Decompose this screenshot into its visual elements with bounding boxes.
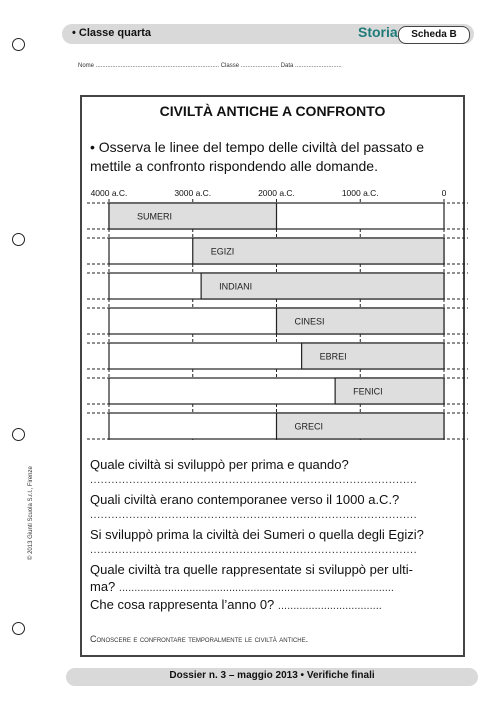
binder-hole-1 bbox=[12, 38, 25, 51]
question-5-text: Che cosa rappresenta l’anno 0? bbox=[90, 597, 275, 612]
answer-line-2[interactable]: ............................................................................................ bbox=[90, 509, 418, 521]
civilization-label: EBREI bbox=[319, 351, 347, 362]
footer-text: Dossier n. 3 – maggio 2013 • Verifiche finali bbox=[169, 670, 375, 681]
question-4: Quale civiltà tra quelle rappresentate si sviluppò per ulti- bbox=[90, 562, 414, 577]
civilization-label: INDIANI bbox=[219, 281, 253, 292]
student-fields: Nome .......................................................................... Classe ....................... Data ............................ bbox=[78, 63, 342, 69]
answer-line-3[interactable]: ............................................................................................ bbox=[90, 544, 418, 556]
axis-tick-label: 3000 a.C. bbox=[174, 188, 212, 198]
axis-tick-label: 1000 a.C. bbox=[341, 188, 379, 198]
page-title: CIVILTÀ ANTICHE A CONFRONTO bbox=[159, 103, 386, 119]
answer-line-1[interactable]: ............................................................................................ bbox=[90, 474, 418, 486]
learning-objective: Conoscere e confrontare temporalmente le civiltà antiche. bbox=[90, 634, 309, 644]
civilization-label: FENICI bbox=[353, 386, 383, 397]
question-4-end-text: ma? bbox=[90, 579, 116, 594]
question-1: Quale civiltà si sviluppò per prima e quando? bbox=[90, 457, 349, 472]
civilization-label: CINESI bbox=[294, 316, 325, 327]
answer-line-5[interactable]: .................................. bbox=[277, 600, 382, 612]
binder-hole-4 bbox=[12, 622, 25, 635]
instructions: • Osserva le linee del tempo delle civiltà del passato e mettile a confronto rispondendo alle domande. bbox=[90, 139, 425, 174]
civilization-label: SUMERI bbox=[137, 211, 173, 222]
copyright-note: © 2013 Giunti Scuola S.r.l., Firenze bbox=[28, 466, 34, 560]
scheda-badge: Scheda B bbox=[398, 26, 470, 44]
civilization-label: EGIZI bbox=[210, 246, 235, 257]
timeline-chart bbox=[85, 185, 470, 440]
civilization-label: GRECI bbox=[294, 421, 324, 432]
question-2: Quali civiltà erano contemporanee verso il 1000 a.C.? bbox=[90, 492, 400, 507]
answer-line-4[interactable]: .......................................................................................... bbox=[118, 582, 394, 594]
class-label: • Classe quarta bbox=[72, 27, 152, 39]
axis-tick-label: 2000 a.C. bbox=[258, 188, 295, 198]
question-4-end bbox=[90, 579, 394, 594]
question-5 bbox=[90, 597, 382, 612]
question-3: Si sviluppò prima la civiltà dei Sumeri o quella degli Egizi? bbox=[90, 527, 424, 542]
civilization-bar bbox=[335, 378, 444, 404]
subject-label: Storia bbox=[358, 24, 398, 40]
axis-tick-label: 0 bbox=[441, 188, 447, 198]
axis-tick-label: 4000 a.C. bbox=[90, 188, 128, 198]
binder-hole-2 bbox=[12, 233, 25, 246]
binder-hole-3 bbox=[12, 428, 25, 441]
civilization-bar bbox=[109, 203, 277, 229]
